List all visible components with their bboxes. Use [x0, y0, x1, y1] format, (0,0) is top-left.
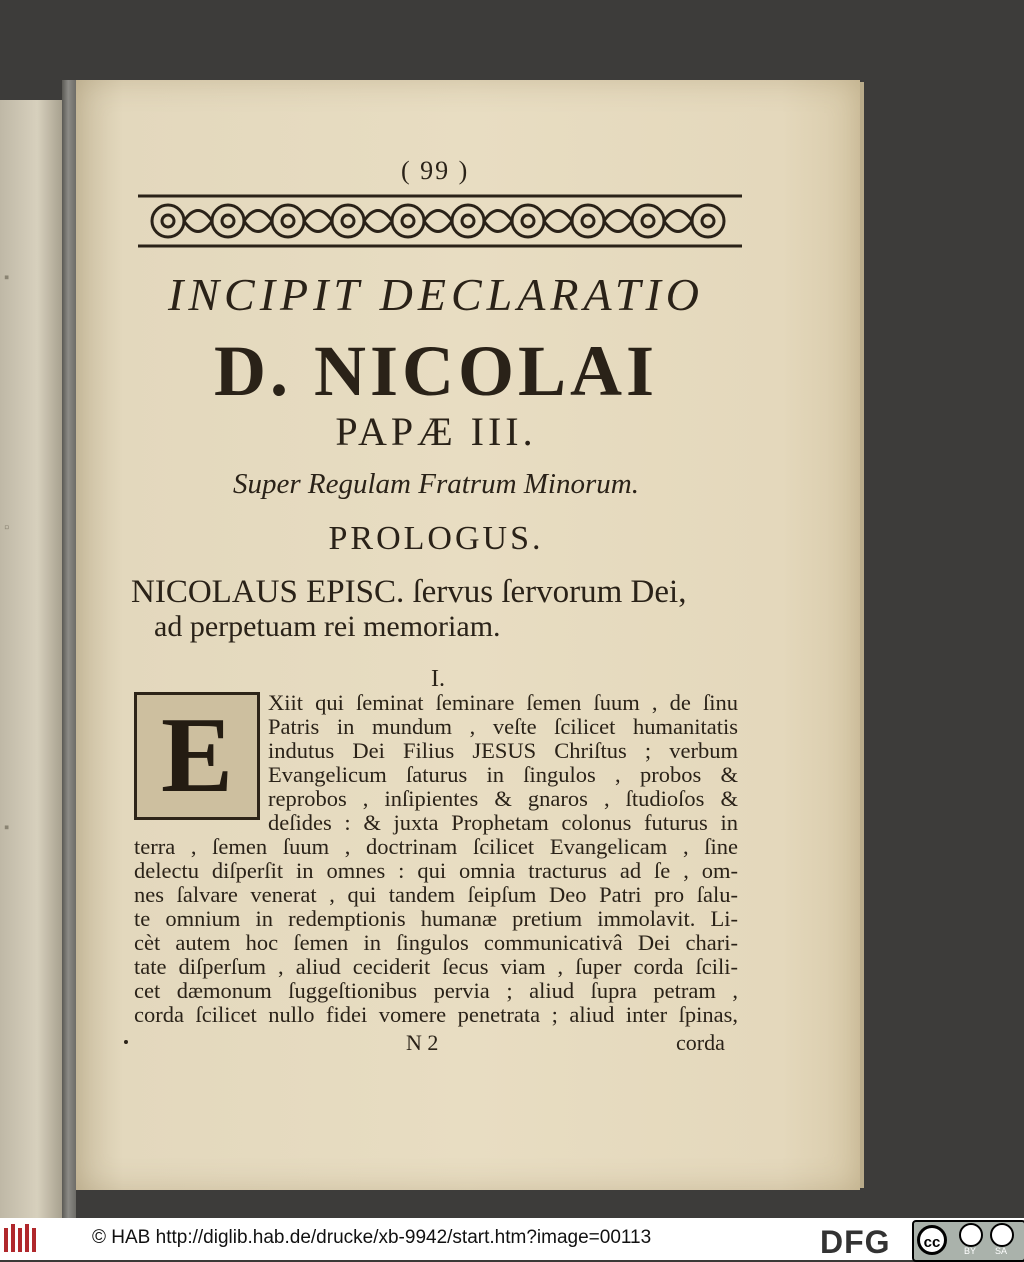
- decorated-initial: [134, 692, 260, 820]
- dfg-logo: DFG: [820, 1224, 891, 1260]
- body-line: corda ſcilicet nullo fidei vomere penetrata ; aliud inter ſpinas,: [134, 1002, 738, 1027]
- body-line: Xiit qui ſeminat ſeminare ſemen ſuum , de ſinu: [268, 690, 738, 715]
- body-line: delectu diſperſit in omnes : qui omnia tracturus ad ſe , om-: [134, 858, 738, 883]
- sa-label: SA: [995, 1246, 1008, 1256]
- body-line: cèt autem hoc ſemen in ſingulos communicativâ Dei chari-: [134, 930, 738, 955]
- body-line: indutus Dei Filius JESUS Chriſtus ; verbum: [268, 738, 738, 763]
- viewer-footer: [0, 1218, 1024, 1260]
- hab-logo-icon: [2, 1222, 42, 1256]
- body-line: te omnium in redemptionis humanæ pretium immolavit. Li-: [134, 906, 738, 931]
- book-page: [76, 80, 860, 1190]
- body-line: reprobos , inſipientes & gnaros , ſtudioſos &: [268, 786, 738, 811]
- by-person-icon: [959, 1223, 983, 1247]
- body-line: nes ſalvare venerat , qui tandem ſeipſum Deo Patri pro ſalu-: [134, 882, 738, 907]
- title-line-3: PAPÆ III.: [335, 409, 537, 454]
- body-line: cet dæmonum ſuggeſtionibus pervia ; aliud ſupra petram ,: [134, 978, 738, 1003]
- body-line: deſides : & juxta Prophetam colonus futurus in: [268, 810, 738, 835]
- body-line: terra , ſemen ſuum , doctrinam ſcilicet Evangelicam , ſine: [134, 834, 738, 859]
- body-line: Evangelicum ſaturus in ſingulos , probos &: [268, 762, 738, 787]
- cc-license-badge[interactable]: [912, 1220, 1024, 1262]
- book-gutter: [62, 80, 76, 1218]
- title-line-1: INCIPIT DECLARATIO: [168, 269, 704, 320]
- title-line-2: D. NICOLAI: [213, 331, 659, 411]
- ink-dot: [124, 1040, 128, 1044]
- cc-icon: cc: [917, 1225, 947, 1255]
- sa-share-icon: [990, 1223, 1014, 1247]
- opening-line-1: NICOLAUS EPISC. ſervus ſervorum Dei,: [131, 574, 687, 610]
- citation-link[interactable]: © HAB http://diglib.hab.de/drucke/xb-9942/start.htm?image=00113: [92, 1227, 652, 1248]
- section-number: I.: [431, 666, 445, 692]
- body-line: Patris in mundum , veſte ſcilicet humanitatis: [268, 714, 738, 739]
- catchword: corda: [676, 1030, 725, 1055]
- initial-letter: E: [160, 696, 234, 815]
- page-number: ( 99 ): [401, 156, 470, 185]
- ornament-band: [138, 188, 742, 254]
- signature-mark: N 2: [406, 1030, 439, 1055]
- body-line: tate diſperſum , aliud ceciderit ſecus viam , ſuper corda ſcili-: [134, 954, 738, 979]
- by-label: BY: [964, 1246, 977, 1256]
- prologue-heading: PROLOGUS.: [328, 520, 544, 557]
- subtitle: Super Regulam Fratrum Minorum.: [233, 468, 639, 500]
- opening-line-2: ad perpetuam rei memoriam.: [154, 610, 501, 643]
- left-page-edge: ▪ ▫ ▪: [0, 100, 62, 1218]
